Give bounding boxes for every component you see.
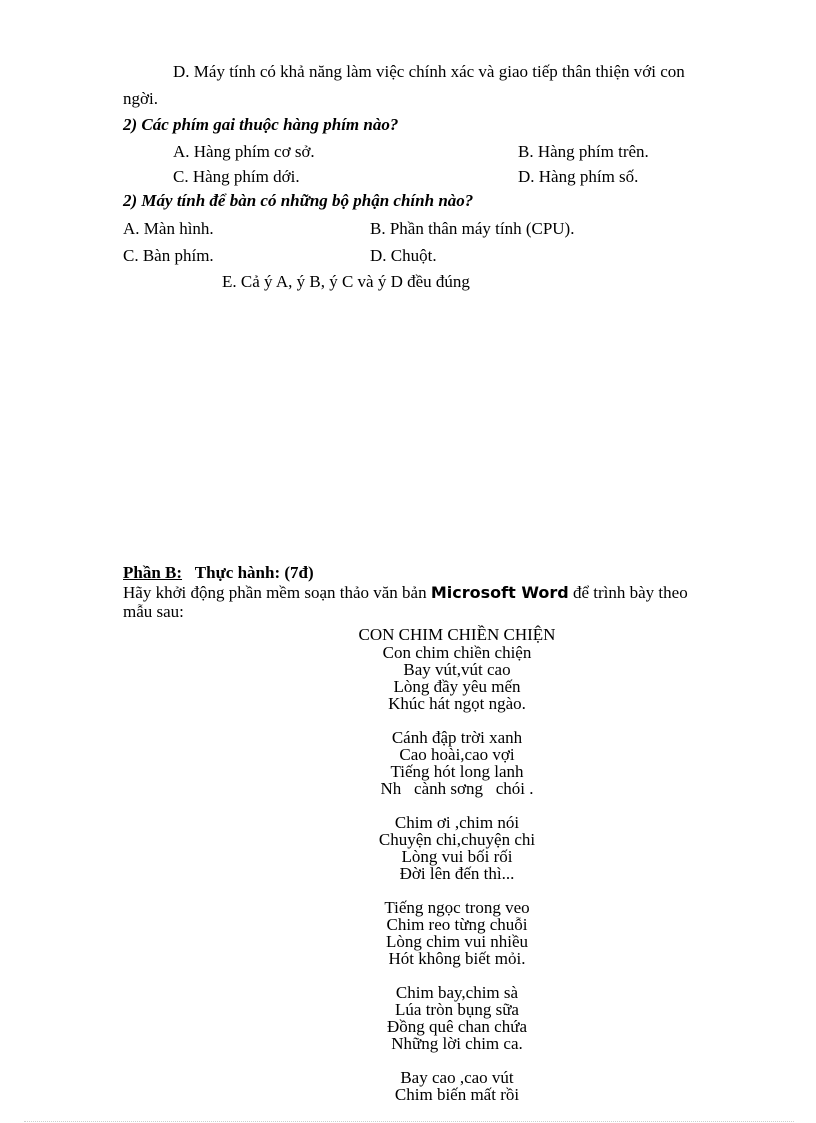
poem-line: Lòng chim vui nhiều [385, 932, 529, 951]
poem-line: Chim reo từng chuỗi [386, 915, 528, 934]
q2-option-b: B. Hàng phím trên. [518, 142, 649, 161]
poem-line: Lòng vui bối rối [401, 847, 513, 866]
part-b-heading [123, 563, 314, 583]
poem-title: CON CHIM CHIỀN CHIỆN [358, 625, 556, 644]
poem-line: Cao hoài,cao vợi [399, 745, 515, 764]
poem-stanza-5 [300, 984, 614, 1052]
poem-line: Chim ơi ,chim nói [394, 813, 520, 832]
part-b-label: Phần B: [123, 563, 183, 582]
q3-option-e: E. Cả ý A, ý B, ý C và ý D đều đúng [222, 272, 470, 291]
poem-stanza-3 [300, 814, 614, 882]
instruction-app-name: Microsoft Word [430, 583, 569, 602]
poem-line: Đồng quê chan chứa [387, 1017, 527, 1036]
part-b-instruction [123, 583, 688, 603]
q2-option-a: A. Hàng phím cơ sở. [173, 142, 315, 161]
poem-line: Khúc hát ngọt ngào. [388, 694, 526, 713]
poem-line: Chim biến mất rồi [394, 1085, 520, 1104]
part-b-instruction-line-2: mẫu sau: [123, 602, 184, 621]
instruction-text-pre: Hãy khởi động phần mềm soạn thảo văn bản [123, 583, 431, 602]
poem-line: Chim bay,chim sà [395, 983, 519, 1002]
poem-line: Tiếng ngọc trong veo [384, 898, 530, 917]
poem-line: Con chim chiền chiện [382, 643, 532, 662]
q2-option-d: D. Hàng phím số. [518, 167, 639, 186]
poem-line: Những lời chim ca. [391, 1034, 523, 1053]
poem-line: Đời lên đến thì... [399, 864, 515, 883]
poem-stanza-1 [300, 644, 614, 712]
poem-stanza-2 [300, 729, 614, 797]
instruction-text-post: để trình bày theo [568, 583, 688, 602]
poem-line: Bay cao ,cao vút [400, 1068, 514, 1087]
poem-line: Lòng đầy yêu mến [393, 677, 521, 696]
q3-option-b: B. Phần thân máy tính (CPU). [370, 219, 575, 238]
poem-line: Lúa tròn bụng sữa [395, 1000, 519, 1019]
q2-option-c: C. Hàng phím dới. [173, 167, 300, 186]
option-d-line-1: D. Máy tính có khả năng làm việc chính xác và giao tiếp thân thiện với con [173, 62, 685, 81]
question-3-text: 2) Máy tính để bàn có những bộ phận chính nào? [123, 191, 474, 210]
poem-stanza-6 [300, 1069, 614, 1103]
q3-option-c: C. Bàn phím. [123, 246, 214, 265]
page-bottom-divider [24, 1121, 794, 1122]
poem-stanza-4 [300, 899, 614, 967]
poem-line: Chuyện chi,chuyện chi [378, 830, 536, 849]
q3-option-a: A. Màn hình. [123, 219, 214, 238]
poem-line: Cánh đập trời xanh [391, 728, 523, 747]
q3-option-d: D. Chuột. [370, 246, 437, 265]
poem-line: Tiếng hót long lanh [390, 762, 524, 781]
poem-line: Hót không biết mỏi. [388, 949, 526, 968]
part-b-title: Thực hành: (7đ) [194, 563, 314, 582]
poem-line: Bay vút,vút cao [403, 660, 511, 679]
poem-line: Nh cành sơng chói . [380, 779, 534, 798]
question-2-text: 2) Các phím gai thuộc hàng phím nào? [123, 115, 399, 134]
option-d-line-2: ngời. [123, 89, 158, 108]
poem [300, 624, 614, 1120]
